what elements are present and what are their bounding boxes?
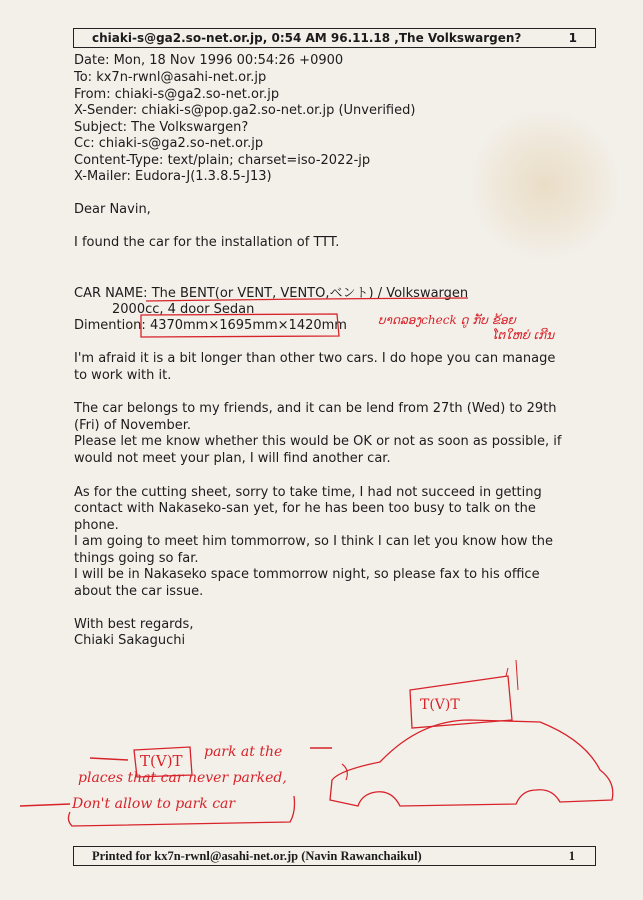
print-footer bbox=[73, 846, 596, 866]
body-line: to work with it. bbox=[74, 368, 172, 383]
car-name-brand: / Volkswargen bbox=[373, 286, 469, 301]
signature: Chiaki Sakaguchi bbox=[74, 633, 186, 648]
print-header bbox=[73, 28, 596, 48]
body-line: I'm afraid it is a bit longer than other two cars. I do hope you can manage bbox=[74, 351, 556, 366]
dimention-value: 4370mm×1695mm×1420mm bbox=[149, 318, 347, 333]
header-content-type: Content-Type: text/plain; charset=iso-2022-jp bbox=[74, 153, 371, 168]
body-line: I am going to meet him tommorrow, so I think I can let you know how the bbox=[74, 534, 554, 549]
paper-stain bbox=[470, 110, 620, 260]
body-line: about the car issue. bbox=[74, 584, 204, 599]
header-from: From: chiaki-s@ga2.so-net.or.jp bbox=[74, 87, 280, 102]
body-line: I will be in Nakaseko space tommorrow night, so please fax to his office bbox=[74, 567, 540, 582]
header-date: Date: Mon, 18 Nov 1996 00:54:26 +0900 bbox=[74, 53, 344, 68]
car-name-line bbox=[74, 286, 468, 302]
header-to: To: kx7n-rwnl@asahi-net.or.jp bbox=[74, 70, 267, 85]
body-line: things going so far. bbox=[74, 551, 199, 566]
dimention-line bbox=[74, 318, 347, 334]
handwritten-note-1: ບາດລອງcheck ດູ ກັບ ຂ້ອຍ bbox=[378, 313, 516, 327]
note-line-1: park at the bbox=[204, 744, 283, 760]
note-line-2: places that car never parked, bbox=[78, 770, 287, 786]
body-line: contact with Nakaseko-san yet, for he has been too busy to talk on the bbox=[74, 501, 536, 516]
print-footer-page: 1 bbox=[568, 849, 575, 863]
body-line: would not meet your plan, I will find another car. bbox=[74, 451, 391, 466]
body-line: As for the cutting sheet, sorry to take time, I had not succeed in getting bbox=[74, 485, 542, 500]
car-name-value: The BENT(or VENT, VENTO,ベント) bbox=[151, 286, 374, 301]
body-line: Please let me know whether this would be OK or not as soon as possible, if bbox=[74, 434, 562, 449]
note-line-3: Don't allow to park car bbox=[72, 796, 236, 812]
car-sign-text: T(V)T bbox=[420, 697, 460, 713]
print-header-text: chiaki-s@ga2.so-net.or.jp, 0:54 AM 96.11.18 ,The Volkswargen? bbox=[92, 31, 522, 45]
handwritten-note-2: ໂຕໃຫຍ່ ເກີນ bbox=[492, 328, 555, 342]
dimention-label: Dimention: bbox=[74, 318, 150, 333]
header-x-sender: X-Sender: chiaki-s@pop.ga2.so-net.or.jp (Unverified) bbox=[74, 103, 416, 118]
car-name-label: CAR NAME: bbox=[74, 286, 152, 301]
signoff: With best regards, bbox=[74, 617, 194, 632]
header-x-mailer: X-Mailer: Eudora-J(1.3.8.5-J13) bbox=[74, 169, 272, 184]
car-spec: 2000cc, 4 door Sedan bbox=[112, 302, 255, 317]
print-header-page: 1 bbox=[568, 31, 577, 45]
header-subject: Subject: The Volkswargen? bbox=[74, 120, 249, 135]
body-line: The car belongs to my friends, and it can be lend from 27th (Wed) to 29th bbox=[74, 401, 557, 416]
body-line: phone. bbox=[74, 518, 119, 533]
body-line: (Fri) of November. bbox=[74, 418, 191, 433]
greeting: Dear Navin, bbox=[74, 202, 151, 217]
header-cc: Cc: chiaki-s@ga2.so-net.or.jp bbox=[74, 136, 264, 151]
note-box-text: T(V)T bbox=[140, 752, 183, 770]
intro-line: I found the car for the installation of TTT. bbox=[74, 235, 340, 250]
print-footer-text: Printed for kx7n-rwnl@asahi-net.or.jp (Navin Rawanchaikul) bbox=[92, 849, 422, 863]
